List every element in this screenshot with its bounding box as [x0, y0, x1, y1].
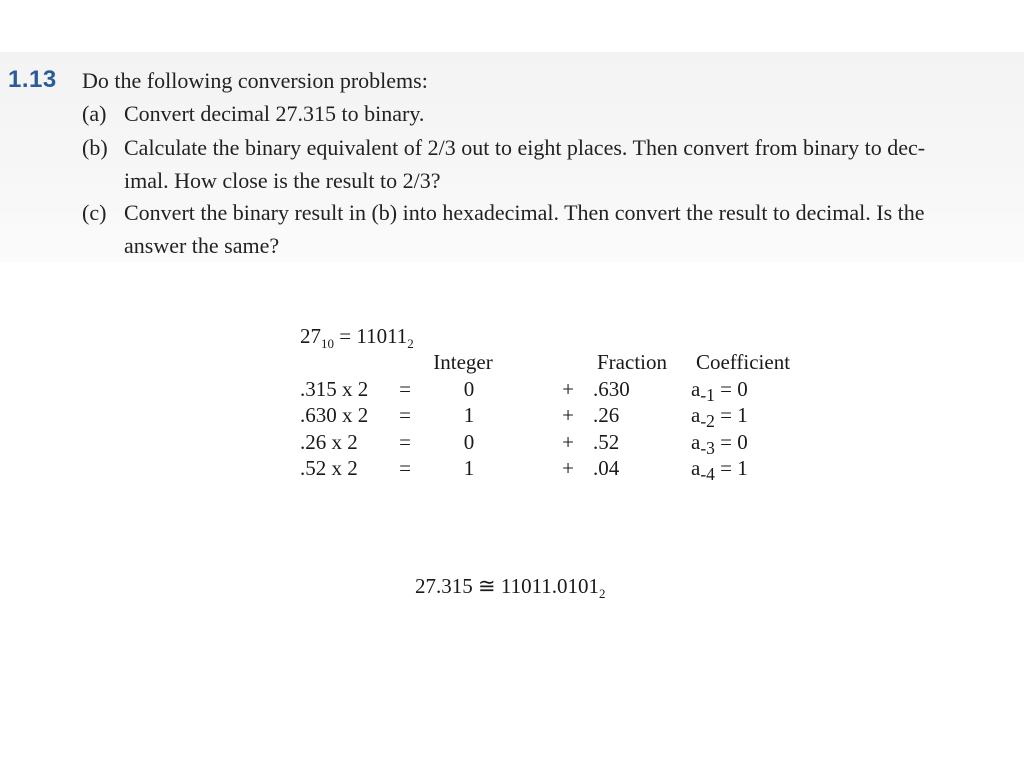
- row-coefficient: $a_{-4} = 1$: [691, 456, 748, 485]
- problem-intro: Do the following conversion problems:: [82, 68, 428, 93]
- row-equals: =: [399, 377, 411, 401]
- row-equals: =: [399, 456, 411, 480]
- row-integer: 1: [463, 403, 475, 427]
- header-coefficient: Coefficient: [695, 350, 791, 374]
- row-plus: +: [562, 456, 574, 480]
- part-a-text: Convert decimal 27.315 to binary.: [124, 101, 425, 126]
- part-a-label: (a): [82, 101, 107, 126]
- part-b-text-line1: Calculate the binary equivalent of 2/3 out to eight places. Then convert from binary to dec-: [124, 135, 926, 160]
- row-expression: .630 x 2: [300, 403, 369, 427]
- row-coefficient: $a_{-1} = 0$: [691, 377, 748, 406]
- row-integer: 0: [463, 377, 475, 401]
- row-fraction: .04: [593, 456, 620, 480]
- problem-number: 1.13: [8, 66, 57, 93]
- header-fraction: Fraction: [597, 350, 667, 374]
- final-result: 27.315 ≅ $11011.0101_2$: [415, 574, 606, 602]
- row-fraction: .26: [593, 403, 620, 427]
- part-c-text-line1: Convert the binary result in (b) into hexadecimal. Then convert the result to decimal. Is the: [124, 200, 925, 225]
- row-equals: =: [399, 403, 411, 427]
- row-equals: =: [399, 430, 411, 454]
- row-expression: .315 x 2: [300, 377, 369, 401]
- row-expression: .26 x 2: [300, 430, 358, 454]
- row-expression: .52 x 2: [300, 456, 358, 480]
- row-plus: +: [562, 403, 574, 427]
- integer-conversion: $27_{10} = 11011_2$: [300, 324, 414, 352]
- row-fraction: .630: [593, 377, 630, 401]
- row-coefficient: $a_{-3} = 0$: [691, 430, 748, 459]
- row-integer: 1: [463, 456, 475, 480]
- part-c-label: (c): [82, 200, 107, 225]
- row-plus: +: [562, 430, 574, 454]
- row-fraction: .52: [593, 430, 620, 454]
- row-integer: 0: [463, 430, 475, 454]
- part-c-text-line2: answer the same?: [124, 233, 280, 258]
- part-b-label: (b): [82, 135, 108, 160]
- row-plus: +: [562, 377, 574, 401]
- header-integer: Integer: [433, 350, 493, 374]
- row-coefficient: $a_{-2} = 1$: [691, 403, 748, 432]
- part-b-text-line2: imal. How close is the result to 2/3?: [124, 168, 441, 193]
